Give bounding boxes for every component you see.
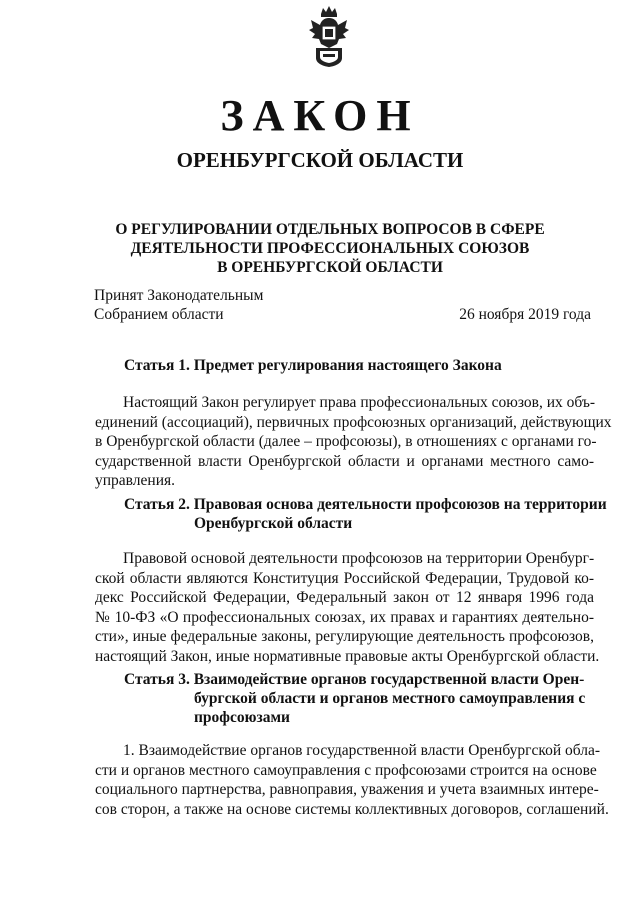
- adoption-body: [94, 286, 263, 324]
- region-title: ОРЕНБУРГСКОЙ ОБЛАСТИ: [176, 148, 464, 172]
- adoption-line: Принят Законодательным: [94, 287, 264, 304]
- article-2-heading: [124, 495, 607, 533]
- subject-line: В ОРЕНБУРГСКОЙ ОБЛАСТИ: [217, 259, 443, 276]
- coat-of-arms-icon: [307, 4, 351, 68]
- article-heading-line: Статья 1. Предмет регулирования настоящего Закона: [124, 357, 502, 374]
- article-1-text: [95, 393, 612, 491]
- text-line: Правовой основой деятельности профсоюзов на территории Оренбург-: [123, 550, 595, 567]
- article-3-heading: [124, 670, 585, 727]
- text-line: единений (ассоциаций), первичных профсоюзных организаций, действующих: [95, 413, 612, 431]
- article-3-text: [95, 741, 609, 819]
- adoption-line: Собранием области: [94, 306, 224, 323]
- article-heading-line: Оренбургской области: [194, 515, 353, 532]
- text-line: Настоящий Закон регулирует права профессиональных союзов, их объ-: [123, 394, 596, 411]
- article-2-text: [95, 549, 600, 666]
- text-line: сударственной власти Оренбургской области и органами местного само-: [95, 452, 594, 470]
- text-line: № 10-ФЗ «О профессиональных союзах, их правах и гарантиях деятельно-: [95, 608, 594, 626]
- text-line: сов сторон, а также на основе системы коллективных договоров, соглашений.: [95, 800, 609, 818]
- article-heading-line: Статья 2. Правовая основа деятельности профсоюзов на территории: [124, 496, 607, 513]
- text-line: ской области являются Конституция Российской Федерации, Трудовой ко-: [95, 569, 594, 587]
- text-line: социального партнерства, равноправия, уважения и учета взаимных интере-: [95, 781, 599, 798]
- text-line: сти и органов местного самоуправления с профсоюзами строится на основе: [95, 761, 597, 779]
- law-title: ЗАКОН: [220, 91, 420, 140]
- adoption-date: 26 ноября 2019 года: [459, 306, 591, 323]
- text-line: настоящий Закон, иные нормативные правовые акты Оренбургской области.: [95, 647, 600, 665]
- article-1-heading: [124, 356, 502, 375]
- subject-line: ДЕЯТЕЛЬНОСТИ ПРОФЕССИОНАЛЬНЫХ СОЮЗОВ: [130, 240, 530, 257]
- text-line: в Оренбургской области (далее – профсоюзы), в отношениях с органами го-: [95, 433, 597, 450]
- article-heading-line: бургской области и органов местного самоуправления с: [194, 690, 586, 707]
- text-line: управления.: [95, 472, 175, 489]
- subject-line: О РЕГУЛИРОВАНИИ ОТДЕЛЬНЫХ ВОПРОСОВ В СФЕРЕ: [115, 221, 545, 238]
- article-heading-line: Статья 3. Взаимодействие органов государственной власти Орен-: [124, 671, 585, 688]
- law-subject-title: [100, 220, 560, 277]
- text-line: 1. Взаимодействие органов государственной власти Оренбургской обла-: [123, 742, 601, 759]
- text-line: сти», иные федеральные законы, регулирующие деятельность профсоюзов,: [95, 628, 594, 645]
- text-line: декс Российской Федерации, Федеральный закон от 12 января 1996 года: [95, 589, 594, 606]
- article-heading-line: профсоюзами: [194, 709, 290, 726]
